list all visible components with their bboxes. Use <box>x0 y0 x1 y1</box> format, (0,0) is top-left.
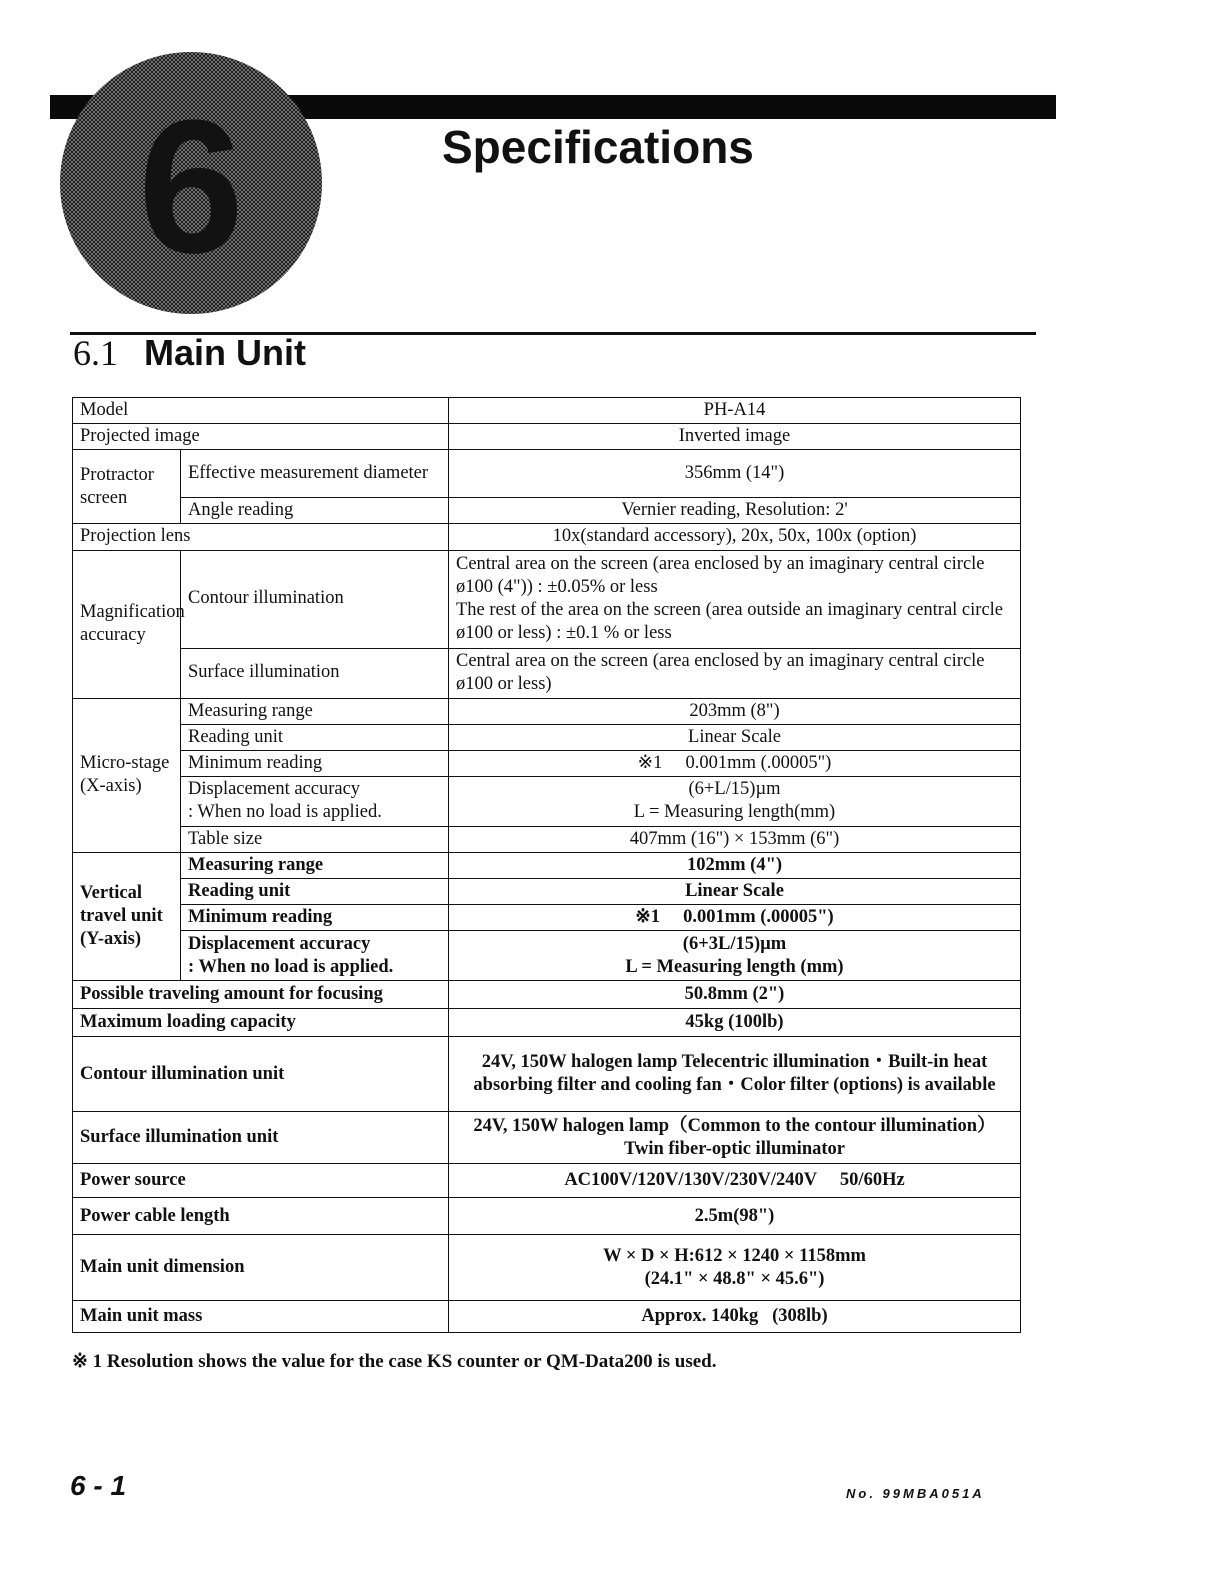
row-value: 24V, 150W halogen lamp（Common to the contour illumination）Twin fiber-optic illuminator <box>449 1112 1021 1164</box>
value-line: The rest of the area on the screen (area outside an imaginary central circle ø100 or less) : ±0.1 % or less <box>456 600 1004 644</box>
row-label: Table size <box>181 826 449 852</box>
table-row <box>73 1198 1021 1235</box>
footnote: ※ 1 Resolution shows the value for the case KS counter or QM-Data200 is used. <box>72 1351 717 1372</box>
row-value: 10x(standard accessory), 20x, 50x, 100x (option) <box>449 524 1021 550</box>
row-label: Model <box>73 398 449 424</box>
group-label: Protractor screen <box>73 450 181 524</box>
section-number: 6.1 <box>73 333 118 373</box>
table-row <box>73 776 1021 826</box>
row-label: Projected image <box>73 424 449 450</box>
row-label: Surface illumination unit <box>73 1112 449 1164</box>
row-value: 407mm (16") × 153mm (6") <box>449 826 1021 852</box>
table-row <box>73 879 1021 905</box>
document-number: No. 99MBA051A <box>846 1486 985 1501</box>
row-value: 356mm (14") <box>449 450 1021 498</box>
table-row <box>73 981 1021 1009</box>
table-row <box>73 1009 1021 1037</box>
group-label: Magnification accuracy <box>73 550 181 698</box>
row-label: Power cable length <box>73 1198 449 1235</box>
row-value: 50.8mm (2") <box>449 981 1021 1009</box>
row-value <box>449 550 1021 648</box>
row-value: Central area on the screen (area enclosed by an imaginary central circle ø100 or less) <box>449 648 1021 698</box>
section-heading <box>73 332 306 374</box>
row-label: Maximum loading capacity <box>73 1009 449 1037</box>
row-value <box>449 931 1021 981</box>
page-title: Specifications <box>442 121 754 173</box>
row-label: Contour illumination <box>181 550 449 648</box>
value-line: Central area on the screen (area enclosed by an imaginary central circle ø100 (4")) : ±0.05% or less <box>456 553 985 597</box>
table-row <box>73 698 1021 724</box>
table-row <box>73 398 1021 424</box>
row-label: Possible traveling amount for focusing <box>73 981 449 1009</box>
row-label <box>181 931 449 981</box>
table-row <box>73 724 1021 750</box>
row-value: Approx. 140kg (308lb) <box>449 1301 1021 1333</box>
row-label: Effective measurement diameter <box>181 450 449 498</box>
row-label: Reading unit <box>181 724 449 750</box>
row-value <box>449 1235 1021 1301</box>
row-label: Main unit dimension <box>73 1235 449 1301</box>
table-row <box>73 750 1021 776</box>
row-value: PH-A14 <box>449 398 1021 424</box>
group-label: Micro-stage (X-axis) <box>73 698 181 853</box>
value-line: W × D × H:612 × 1240 × 1158mm <box>603 1245 866 1266</box>
label-line: : When no load is applied. <box>188 802 382 823</box>
table-row <box>73 498 1021 524</box>
row-label: Angle reading <box>181 498 449 524</box>
table-row <box>73 550 1021 648</box>
table-row <box>73 450 1021 498</box>
row-value: ※1 0.001mm (.00005") <box>449 905 1021 931</box>
row-value: 102mm (4") <box>449 853 1021 879</box>
table-row <box>73 524 1021 550</box>
row-value: 2.5m(98") <box>449 1198 1021 1235</box>
table-row <box>73 1301 1021 1333</box>
table-row <box>73 1112 1021 1164</box>
row-value: Inverted image <box>449 424 1021 450</box>
row-value: 45kg (100lb) <box>449 1009 1021 1037</box>
row-label: Projection lens <box>73 524 449 550</box>
table-row <box>73 905 1021 931</box>
spec-table <box>72 397 1021 1333</box>
row-value: 203mm (8") <box>449 698 1021 724</box>
row-label <box>181 776 449 826</box>
row-label: Power source <box>73 1164 449 1198</box>
row-label: Minimum reading <box>181 750 449 776</box>
value-line: (24.1" × 48.8" × 45.6") <box>644 1268 825 1289</box>
chapter-number: 6 <box>138 81 244 293</box>
row-label: Measuring range <box>181 698 449 724</box>
row-label: Minimum reading <box>181 905 449 931</box>
table-row <box>73 424 1021 450</box>
row-value <box>449 776 1021 826</box>
row-value: Vernier reading, Resolution: 2' <box>449 498 1021 524</box>
row-value: AC100V/120V/130V/230V/240V 50/60Hz <box>449 1164 1021 1198</box>
value-line: (6+L/15)µm <box>688 779 781 800</box>
row-label: Reading unit <box>181 879 449 905</box>
value-line: L = Measuring length(mm) <box>633 802 836 823</box>
table-row <box>73 1235 1021 1301</box>
table-row <box>73 826 1021 852</box>
row-label: Contour illumination unit <box>73 1037 449 1112</box>
table-row <box>73 931 1021 981</box>
row-value: Linear Scale <box>449 724 1021 750</box>
label-line: Displacement accuracy <box>188 933 371 954</box>
page-number: 6 - 1 <box>70 1470 127 1501</box>
table-row <box>73 1037 1021 1112</box>
label-line: : When no load is applied. <box>188 956 394 977</box>
group-label: Vertical travel unit (Y-axis) <box>73 853 181 981</box>
row-value: ※1 0.001mm (.00005") <box>449 750 1021 776</box>
row-label: Main unit mass <box>73 1301 449 1333</box>
row-label: Surface illumination <box>181 648 449 698</box>
value-line: L = Measuring length (mm) <box>625 956 844 977</box>
table-row <box>73 853 1021 879</box>
value-line: (6+3L/15)µm <box>682 933 787 954</box>
table-row <box>73 1164 1021 1198</box>
section-title: Main Unit <box>144 332 306 373</box>
table-row <box>73 648 1021 698</box>
row-value: Linear Scale <box>449 879 1021 905</box>
row-value: 24V, 150W halogen lamp Telecentric illumination・Built-in heat absorbing filter and cooling fan・Color filter (options) is available <box>449 1037 1021 1112</box>
label-line: Displacement accuracy <box>188 779 361 800</box>
row-label: Measuring range <box>181 853 449 879</box>
